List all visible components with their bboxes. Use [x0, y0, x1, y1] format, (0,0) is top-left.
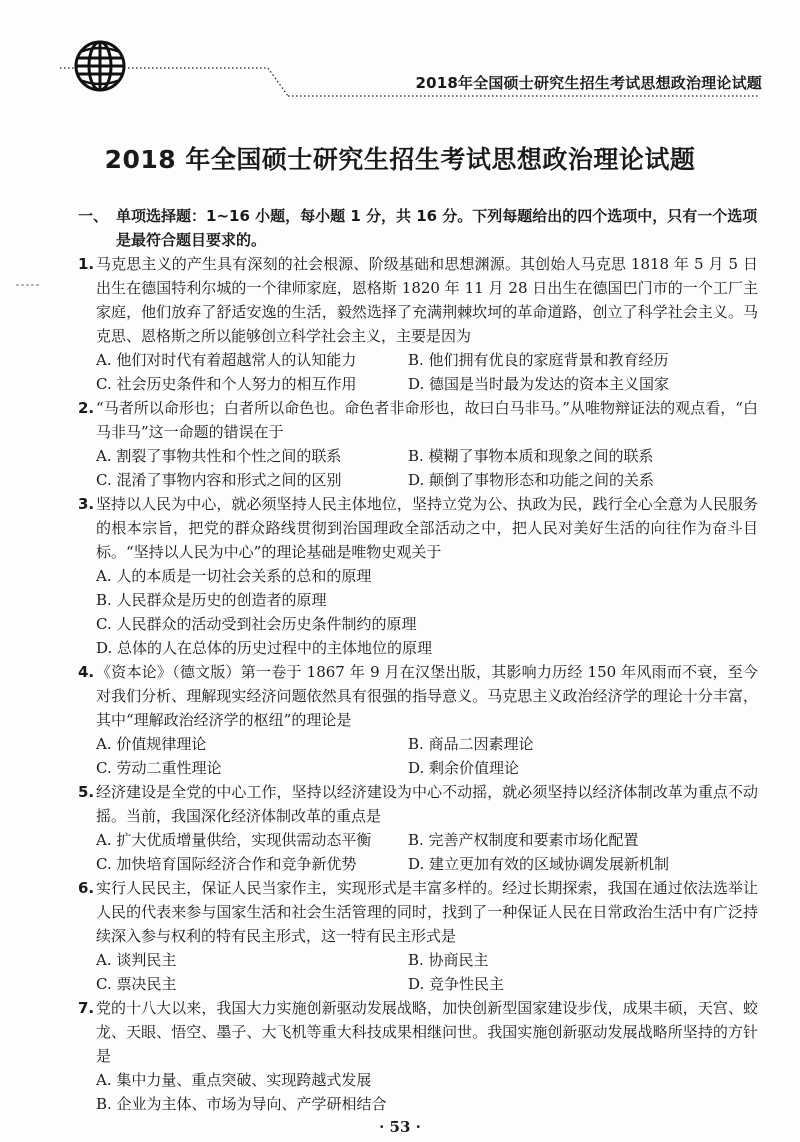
option-a: A. 扩大优质增量供给，实现供需动态平衡: [96, 831, 372, 849]
option-a: A. 人的本质是一切社会关系的总和的原理: [96, 567, 372, 585]
question-stem: [78, 492, 758, 564]
option-d: D. 德国是当时最为发达的资本主义国家: [408, 375, 670, 393]
question-1: [78, 252, 758, 396]
option-list: [78, 732, 758, 780]
question-5: [78, 780, 758, 876]
option-b: B. 人民群众是历史的创造者的原理: [96, 591, 327, 609]
page-title: 2018 年全国硕士研究生招生考试思想政治理论试题: [104, 145, 696, 174]
option-d: D. 竞争性民主: [408, 975, 505, 993]
option-a: A. 割裂了事物共性和个性之间的联系: [96, 447, 342, 465]
question-number: 3.: [78, 495, 95, 513]
page-number: · 53 ·: [379, 1118, 421, 1136]
question-number: 7.: [78, 999, 95, 1017]
option-d: D. 剩余价值理论: [408, 759, 520, 777]
option-b: B. 商品二因素理论: [408, 735, 534, 753]
running-header-title: 2018年全国硕士研究生招生考试思想政治理论试题: [415, 74, 762, 92]
question-number: 5.: [78, 783, 95, 801]
question-3: [78, 492, 758, 660]
option-b: B. 模糊了事物本质和现象之间的联系: [408, 447, 654, 465]
option-d: D. 颠倒了事物形态和功能之间的关系: [408, 471, 655, 489]
question-7: [78, 996, 758, 1116]
question-number: 6.: [78, 879, 95, 897]
globe-logo-icon: [74, 40, 126, 92]
option-list: [78, 948, 758, 996]
option-list: [78, 564, 758, 660]
question-stem: [78, 252, 758, 348]
question-number: 1.: [78, 255, 95, 273]
option-d: D. 总体的人在总体的历史过程中的主体地位的原理: [96, 639, 433, 657]
option-c: C. 票决民主: [96, 975, 177, 993]
question-2: [78, 396, 758, 492]
question-stem: [78, 876, 758, 948]
page-header: [0, 0, 800, 100]
option-a: A. 谈判民主: [96, 951, 177, 969]
section-number: 一、: [78, 207, 109, 225]
option-a: A. 他们对时代有着超越常人的认知能力: [96, 351, 357, 369]
option-c: C. 加快培育国际经济合作和竞争新优势: [96, 855, 357, 873]
question-stem: [78, 780, 758, 828]
option-b: B. 他们拥有优良的家庭背景和教育经历: [408, 351, 669, 369]
option-c: C. 社会历史条件和个人努力的相互作用: [96, 375, 357, 393]
option-list: [78, 828, 758, 876]
question-text: “马者所以命形也；白者所以命色也。命色者非命形也，故曰白马非马。”从唯物辩证法的观点看，“白马非马”这一命题的错误在于: [96, 399, 758, 441]
question-text: 《资本论》（德文版）第一卷于 1867 年 9 月在汉堡出版，其影响力历经 150 年风雨而不衰，至今对我们分析、理解现实经济问题依然具有很强的指导意义。马克思主义政治经济学的理论十分丰富，其中“理解政治经济学的枢纽”的理论是: [96, 663, 758, 729]
option-list: [78, 1068, 758, 1116]
question-text: 马克思主义的产生具有深刻的社会根源、阶级基础和思想渊源。其创始人马克思 1818 年 5 月 5 日出生在德国特利尔城的一个律师家庭，恩格斯 1820 年 11 月 28 日出生在德国巴门市的一个工厂主家庭，他们放弃了舒适安逸的生活，毅然选择了充满荆棘坎坷的革命道路，创立了科学社会主义。马克思、恩格斯之所以能够创立科学社会主义，主要是因为: [96, 255, 758, 345]
option-b: B. 企业为主体、市场为导向、产学研相结合: [96, 1095, 387, 1113]
question-text: 经济建设是全党的中心工作，坚持以经济建设为中心不动摇，就必须坚持以经济体制改革为重点不动摇。当前，我国深化经济体制改革的重点是: [96, 783, 758, 825]
option-c: C. 混淆了事物内容和形式之间的区别: [96, 471, 342, 489]
question-4: [78, 660, 758, 780]
question-number: 4.: [78, 663, 95, 681]
question-text: 坚持以人民为中心，就必须坚持人民主体地位，坚持立党为公、执政为民，践行全心全意为人民服务的根本宗旨，把党的群众路线贯彻到治国理政全部活动之中，把人民对美好生活的向往作为奋斗目标。“坚持以人民为中心”的理论基础是唯物史观关于: [96, 495, 758, 561]
question-stem: [78, 396, 758, 444]
option-b: B. 完善产权制度和要素市场化配置: [408, 831, 639, 849]
question-stem: [78, 996, 758, 1068]
section-instructions: 单项选择题：1~16 小题，每小题 1 分，共 16 分。下列每题给出的四个选项中，只有一个选项是最符合题目要求的。: [116, 207, 758, 249]
question-number: 2.: [78, 399, 95, 417]
question-text: 党的十八大以来，我国大力实施创新驱动发展战略，加快创新型国家建设步伐，成果丰硕，天宫、蛟龙、天眼、悟空、墨子、大飞机等重大科技成果相继问世。我国实施创新驱动发展战略所坚持的方针是: [96, 999, 758, 1065]
option-a: A. 集中力量、重点突破、实现跨越式发展: [96, 1071, 372, 1089]
option-list: [78, 348, 758, 396]
margin-mark-icon: [16, 282, 40, 288]
option-c: C. 劳动二重性理论: [96, 759, 222, 777]
option-list: [78, 444, 758, 492]
option-a: A. 价值规律理论: [96, 735, 207, 753]
option-c: C. 人民群众的活动受到社会历史条件制约的原理: [96, 615, 417, 633]
option-d: D. 建立更加有效的区域协调发展新机制: [408, 855, 670, 873]
section-heading: [78, 204, 758, 252]
question-text: 实行人民民主，保证人民当家作主，实现形式是丰富多样的。经过长期探索，我国在通过依法选举让人民的代表来参与国家生活和社会生活管理的同时，找到了一种保证人民在日常政治生活中有广泛持续深入参与权利的特有民主形式，这一特有民主形式是: [96, 879, 758, 945]
question-list: [78, 252, 758, 1116]
option-b: B. 协商民主: [408, 951, 489, 969]
question-6: [78, 876, 758, 996]
question-stem: [78, 660, 758, 732]
